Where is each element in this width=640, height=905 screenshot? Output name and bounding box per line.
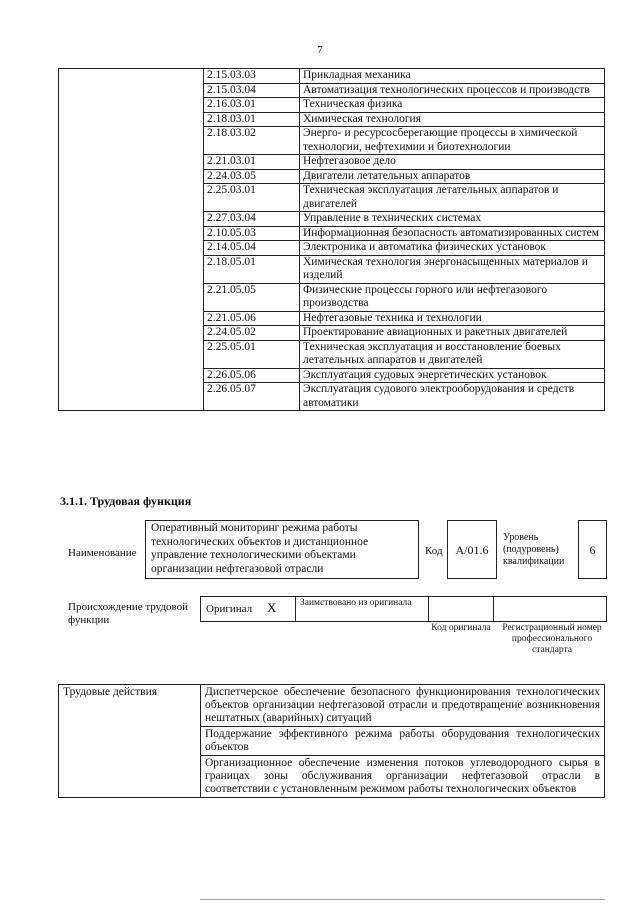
specialty-name: Прикладная механика bbox=[300, 69, 605, 84]
page-number: 7 bbox=[317, 44, 323, 56]
specialty-code: 2.15.03.03 bbox=[204, 69, 300, 84]
specialty-code: 2.16.03.01 bbox=[204, 98, 300, 113]
specialty-name: Нефтегазовые техника и технологии bbox=[300, 311, 605, 326]
table-row bbox=[59, 685, 605, 727]
function-code: А/01.6 bbox=[455, 543, 489, 557]
specialty-code: 2.24.05.02 bbox=[204, 326, 300, 341]
specialty-code: 2.24.03.05 bbox=[204, 169, 300, 184]
level-value: 6 bbox=[589, 543, 596, 557]
section-heading: 3.1.1. Трудовая функция bbox=[60, 494, 192, 508]
specialty-code: 2.18.03.02 bbox=[204, 127, 300, 155]
labor-actions-table bbox=[58, 684, 605, 798]
table-row bbox=[59, 69, 605, 84]
borrowed-label: Заимствовано из оригинала bbox=[300, 598, 412, 608]
specialty-code: 2.26.05.07 bbox=[204, 383, 300, 411]
specialty-code: 2.25.05.01 bbox=[204, 340, 300, 368]
specialty-name: Нефтегазовое дело bbox=[300, 155, 605, 170]
specialty-code: 2.21.05.05 bbox=[204, 283, 300, 311]
specialty-name: Физические процессы горного или нефтегазового производства bbox=[300, 283, 605, 311]
specialty-name: Информационная безопасность автоматизированных систем bbox=[300, 226, 605, 241]
empty-group-cell bbox=[59, 69, 204, 411]
specialty-name: Техническая эксплуатация и восстановление боевых летательных аппаратов и двигателей bbox=[300, 340, 605, 368]
specialty-code: 2.15.03.04 bbox=[204, 83, 300, 98]
specialty-code: 2.18.05.01 bbox=[204, 255, 300, 283]
action-item: Организационное обеспечение изменения потоков углеводородного сырья в границах зоны обслуживания организации нефтегазовой отрасли в соответствии с установленным режимом работы технологических объектов bbox=[201, 756, 605, 798]
specialty-code: 2.21.05.06 bbox=[204, 311, 300, 326]
specialty-code: 2.21.03.01 bbox=[204, 155, 300, 170]
original-mark: X bbox=[267, 600, 277, 615]
function-name: Оперативный мониторинг режима работы технологических объектов и дистанционное управление технологическими объектами организации нефтегазовой отрасли bbox=[151, 522, 369, 575]
original-label: Оригинал bbox=[206, 603, 253, 615]
function-code-box bbox=[447, 520, 497, 579]
specialty-name: Техническая физика bbox=[300, 98, 605, 113]
specialty-code: 2.25.03.01 bbox=[204, 184, 300, 212]
specialty-name: Проектирование авиационных и ракетных двигателей bbox=[300, 326, 605, 341]
origin-label: Происхождение трудовой функции bbox=[68, 601, 189, 626]
function-name-box bbox=[145, 520, 419, 579]
specialty-code: 2.10.05.03 bbox=[204, 226, 300, 241]
name-label: Наименование bbox=[68, 547, 137, 559]
specialty-name: Автоматизация технологических процессов и производств bbox=[300, 83, 605, 98]
specialty-name: Химическая технология bbox=[300, 112, 605, 127]
level-box bbox=[578, 520, 607, 579]
specialty-name: Эксплуатация судовых энергетических установок bbox=[300, 368, 605, 383]
specialty-name: Техническая эксплуатация летательных аппаратов и двигателей bbox=[300, 184, 605, 212]
specialty-code: 2.27.03.04 bbox=[204, 212, 300, 227]
specialty-code: 2.26.05.06 bbox=[204, 368, 300, 383]
specialty-code: 2.14.05.04 bbox=[204, 241, 300, 256]
code-label: Код bbox=[425, 545, 443, 557]
specialty-name: Химическая технология энергонасыщенных материалов и изделий bbox=[300, 255, 605, 283]
reg-number-caption: Регистрационный номер профессионального стандарта bbox=[502, 623, 602, 655]
specialty-name: Электроника и автоматика физических установок bbox=[300, 241, 605, 256]
specialty-name: Эксплуатация судового электрооборудования и средств автоматики bbox=[300, 383, 605, 411]
bottom-rule bbox=[200, 899, 605, 900]
code-original-caption: Код оригинала bbox=[431, 623, 491, 633]
action-item: Диспетчерское обеспечение безопасного функционирования технологических объектов организации нефтегазовой отрасли и предотвращение возникновения нештатных (аварийных) ситуаций bbox=[201, 685, 605, 727]
specialty-code: 2.18.03.01 bbox=[204, 112, 300, 127]
specialty-codes-table bbox=[58, 68, 605, 411]
specialty-name: Двигатели летательных аппаратов bbox=[300, 169, 605, 184]
specialty-name: Управление в технических системах bbox=[300, 212, 605, 227]
specialty-name: Энерго- и ресурсосберегающие процессы в химической технологии, нефтехимии и биотехнологии bbox=[300, 127, 605, 155]
action-item: Поддержание эффективного режима работы оборудования технологических объектов bbox=[201, 727, 605, 756]
level-label: Уровень (подуровень) квалификации bbox=[503, 532, 565, 567]
actions-label: Трудовые действия bbox=[59, 685, 201, 798]
